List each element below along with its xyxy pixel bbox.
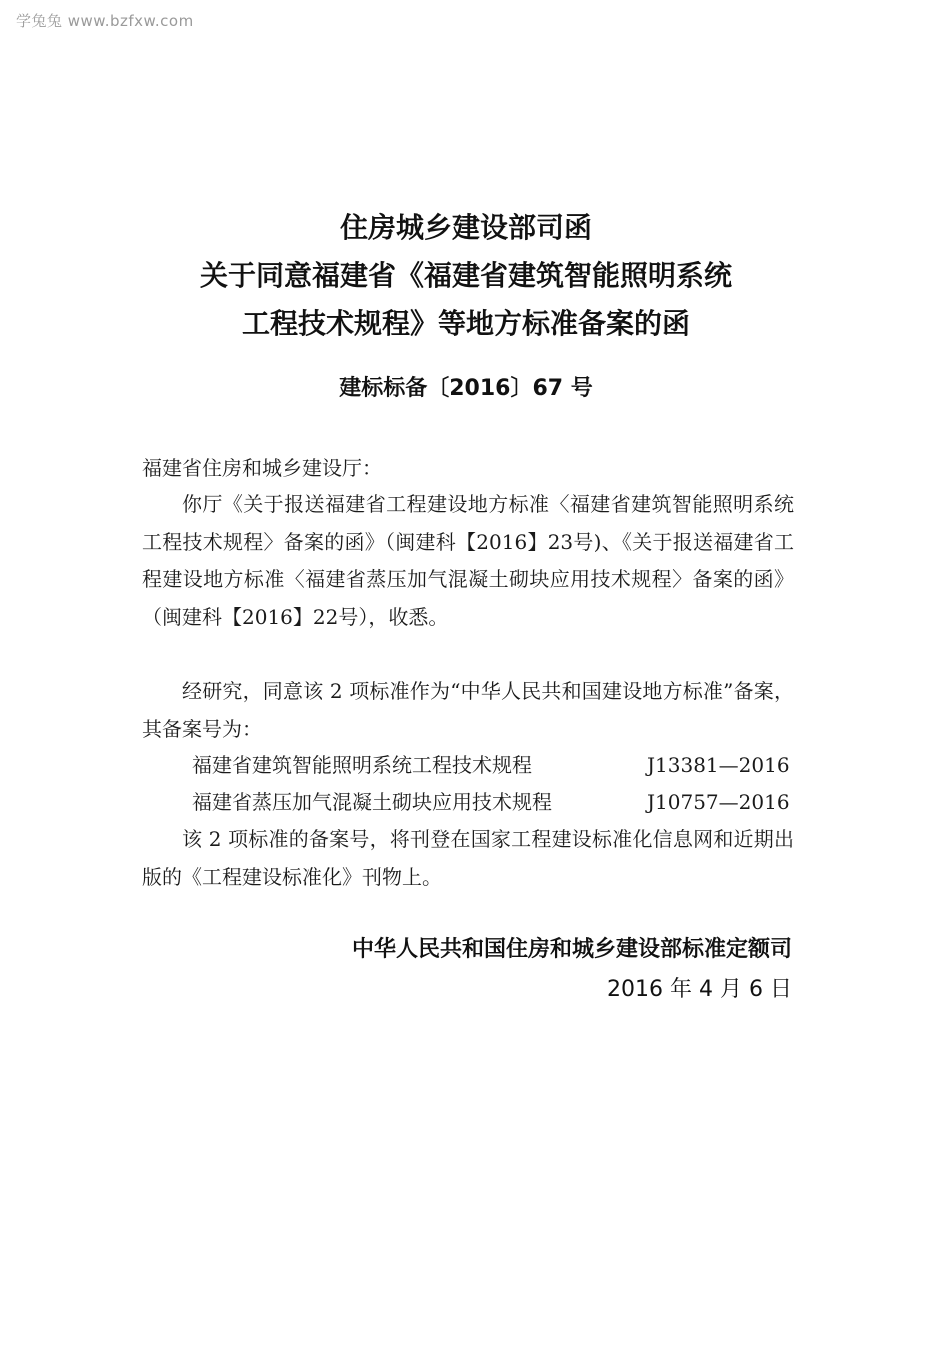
title-line-1: 住房城乡建设部司函 <box>339 211 592 244</box>
paragraph-1-text: 你厅《关于报送福建省工程建设地方标准〈福建省建筑智能照明系统工程技术规程〉备案的函》（闽建科【2016】23号)、《关于报送福建省工程建设地方标准〈福建省蒸压加气混凝土砌块应用技术规程〉备案的函》（闽建科【2016】22号），收悉。 <box>142 492 794 629</box>
record-name: 福建省建筑智能照明系统工程技术规程 <box>192 753 532 777</box>
record-name: 福建省蒸压加气混凝土砌块应用技术规程 <box>192 790 552 814</box>
record-row <box>192 784 792 822</box>
paragraph-3 <box>142 821 794 896</box>
title-line-2: 关于同意福建省《福建省建筑智能照明系统 <box>199 259 732 292</box>
paragraph-3-text: 该 2 项标准的备案号，将刊登在国家工程建设标准化信息网和近期出版的《工程建设标准化》刊物上。 <box>142 827 794 889</box>
paragraph-1 <box>142 486 794 636</box>
document-title <box>0 204 932 348</box>
signature: 中华人民共和国住房和城乡建设部标准定额司 <box>351 937 792 962</box>
title-line-3: 工程技术规程》等地方标准备案的函 <box>241 307 690 340</box>
paragraph-2-text: 经研究，同意该 2 项标准作为“中华人民共和国建设地方标准”备案，其备案号为： <box>142 679 794 741</box>
paragraph-2 <box>142 673 794 748</box>
record-code: J13381—2016 <box>647 753 790 777</box>
record-row <box>192 747 792 785</box>
watermark: 学兔兔 www.bzfxw.com <box>16 12 194 30</box>
record-code: J10757—2016 <box>647 790 790 814</box>
addressee: 福建省住房和城乡建设厅： <box>142 456 382 480</box>
document-number: 建标标备〔2016〕67 号 <box>339 376 593 401</box>
date: 2016 年 4 月 6 日 <box>607 977 792 1002</box>
